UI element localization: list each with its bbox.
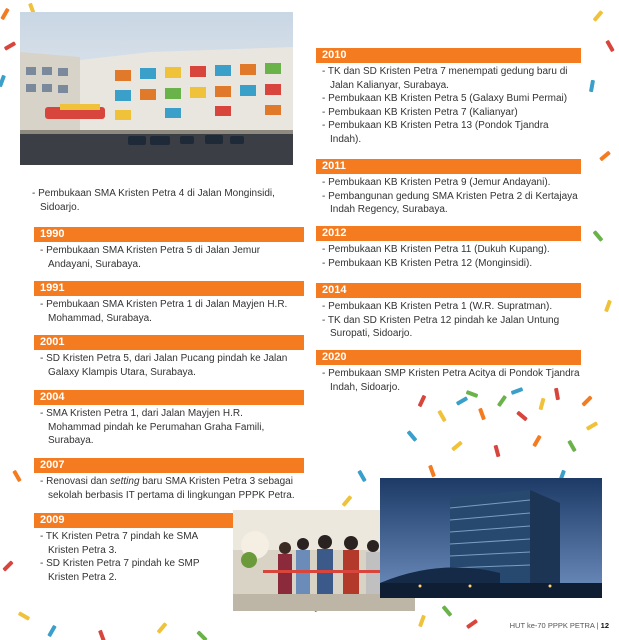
entry-line: - Renovasi dan setting baru SMA Kristen Petra 3 sebagai: [40, 476, 293, 487]
timeline-entry-2011: [316, 159, 581, 217]
confetti-piece: [2, 560, 13, 571]
entry-lines: [316, 176, 581, 217]
year-label: 2014: [316, 283, 581, 298]
confetti-piece: [0, 75, 6, 88]
confetti-piece: [12, 470, 21, 482]
entry-lines: [34, 475, 304, 502]
entry-line: Andayani, Surabaya.: [48, 258, 141, 270]
entry-line: Galaxy Klampis Utara, Surabaya.: [48, 366, 196, 378]
confetti-piece: [586, 421, 598, 430]
confetti-piece: [456, 396, 468, 405]
entry-line: Indah Regency, Surabaya.: [330, 204, 448, 215]
confetti-piece: [442, 605, 453, 617]
confetti-piece: [605, 40, 614, 52]
entry-line: Indah).: [330, 133, 362, 145]
confetti-piece: [497, 395, 507, 407]
entry-line: - Pembukaan KB Kristen Petra 11 (Dukuh Kupang).: [322, 244, 550, 255]
timeline-entry-2020: [316, 350, 581, 394]
confetti-piece: [599, 151, 611, 162]
entry-line: - TK dan SD Kristen Petra 7 menempati gedung baru di: [322, 66, 568, 77]
entry-lines: [34, 407, 304, 448]
entry-line: - Pembukaan KB Kristen Petra 13 (Pondok Tjandra: [322, 120, 549, 131]
confetti-piece: [418, 615, 426, 628]
entry-line: - Pembukaan SMP Kristen Petra Acitya di Pondok Tjandra: [322, 368, 580, 379]
timeline-entry-2007: [34, 458, 304, 502]
entry-line: - TK Kristen Petra 7 pindah ke SMA: [40, 531, 199, 542]
confetti-piece: [604, 300, 612, 313]
year-label: 2004: [34, 390, 304, 405]
entry-line: - SD Kristen Petra 7 pindah ke SMP: [40, 558, 200, 569]
entry-line: Indah, Sidoarjo.: [330, 381, 401, 393]
footer-separator: |: [596, 621, 599, 630]
confetti-piece: [196, 630, 207, 640]
entry-line: sekolah berbasis IT pertama di lingkungan PPPK Petra.: [48, 489, 295, 501]
entry-line: - Pembukaan KB Kristen Petra 7 (Kalianyar): [322, 106, 518, 118]
school-building-photo: [20, 12, 293, 165]
confetti-piece: [47, 625, 56, 637]
confetti-piece: [593, 230, 604, 242]
entry-lines: [316, 243, 581, 270]
entry-lines: [316, 367, 581, 394]
entry-line: Surabaya.: [48, 435, 94, 446]
confetti-piece: [157, 622, 168, 634]
confetti-piece: [589, 80, 595, 93]
year-label: 1991: [34, 281, 304, 296]
year-label: 2007: [34, 458, 304, 473]
year-label: 2012: [316, 226, 581, 241]
entry-line: - Pembukaan KB Kristen Petra 9 (Jemur Andayani).: [322, 177, 551, 188]
entry-line: - TK dan SD Kristen Petra 12 pindah ke Jalan Untung: [322, 314, 560, 326]
entry-lines: [316, 65, 581, 146]
timeline-entry-2012: [316, 226, 581, 270]
confetti-piece: [418, 395, 427, 408]
year-label: 2001: [34, 335, 304, 350]
entry-line: Suropati, Sidoarjo.: [330, 328, 413, 339]
entry-line: Mohammad, Surabaya.: [48, 312, 152, 324]
year-label: 2009: [34, 513, 304, 528]
confetti-piece: [357, 470, 366, 482]
confetti-piece: [581, 395, 592, 406]
entry-line: - Pembukaan KB Kristen Petra 12 (Monginsidi).: [322, 257, 533, 269]
timeline-entry-2001: [34, 335, 304, 379]
entry-lines: [34, 352, 304, 379]
confetti-piece: [593, 10, 604, 22]
year-label: 2010: [316, 48, 581, 63]
timeline-entry-1990: [34, 227, 304, 271]
timeline-entry-2004: [34, 390, 304, 448]
confetti-piece: [539, 398, 546, 411]
confetti-piece: [532, 435, 541, 447]
confetti-piece: [98, 630, 106, 640]
confetti-piece: [18, 611, 30, 620]
entry-line: - Pembukaan KB Kristen Petra 5 (Galaxy Bumi Permai): [322, 93, 568, 104]
entry-line: Kristen Petra 3.: [48, 544, 117, 556]
entry-line: - Pembukaan SMA Kristen Petra 5 di Jalan Jemur: [40, 245, 261, 256]
confetti-piece: [407, 430, 418, 442]
confetti-piece: [466, 619, 478, 629]
timeline-entry-1991: [34, 281, 304, 325]
confetti-piece: [437, 410, 446, 422]
confetti-piece: [567, 440, 576, 452]
entry-line: Mohammad pindah ke Perumahan Graha Famili,: [48, 421, 265, 433]
entry-line: Jalan Kalianyar, Surabaya.: [330, 79, 449, 91]
entry-line: - SD Kristen Petra 5, dari Jalan Pucang pindah ke Jalan: [40, 353, 288, 364]
page-number: 12: [600, 621, 609, 630]
confetti-piece: [451, 441, 463, 452]
entry-line: - SMA Kristen Petra 1, dari Jalan Mayjen H.R.: [40, 408, 243, 419]
confetti-piece: [428, 465, 436, 478]
entry-lines: [26, 187, 306, 214]
confetti-piece: [494, 445, 501, 458]
entry-line: - Pembukaan SMA Kristen Petra 4 di Jalan Monginsidi,: [32, 188, 275, 199]
entry-continued: [26, 185, 306, 214]
confetti-piece: [478, 408, 486, 421]
modern-building-photo: [380, 478, 602, 598]
entry-line: - Pembukaan KB Kristen Petra 1 (W.R. Supratman).: [322, 301, 553, 312]
confetti-piece: [0, 8, 9, 20]
entry-lines: [34, 298, 304, 325]
year-label: 1990: [34, 227, 304, 242]
entry-line: Kristen Petra 2.: [48, 571, 117, 583]
year-label: 2020: [316, 350, 581, 365]
entry-lines: [34, 244, 304, 271]
entry-line: - Pembukaan SMA Kristen Petra 1 di Jalan Mayjen H.R.: [40, 299, 288, 310]
entry-lines: [316, 300, 581, 341]
year-label: 2011: [316, 159, 581, 174]
page-footer: [510, 621, 609, 630]
confetti-piece: [4, 41, 16, 50]
confetti-piece: [342, 495, 353, 507]
timeline-entry-2010: [316, 48, 581, 146]
entry-line: Sidoarjo.: [40, 201, 80, 213]
timeline-entry-2014: [316, 283, 581, 341]
entry-line: - Pembangunan gedung SMA Kristen Petra 2 di Kertajaya: [322, 190, 578, 202]
footer-title: HUT ke-70 PPPK PETRA: [509, 621, 595, 630]
confetti-piece: [516, 411, 528, 422]
